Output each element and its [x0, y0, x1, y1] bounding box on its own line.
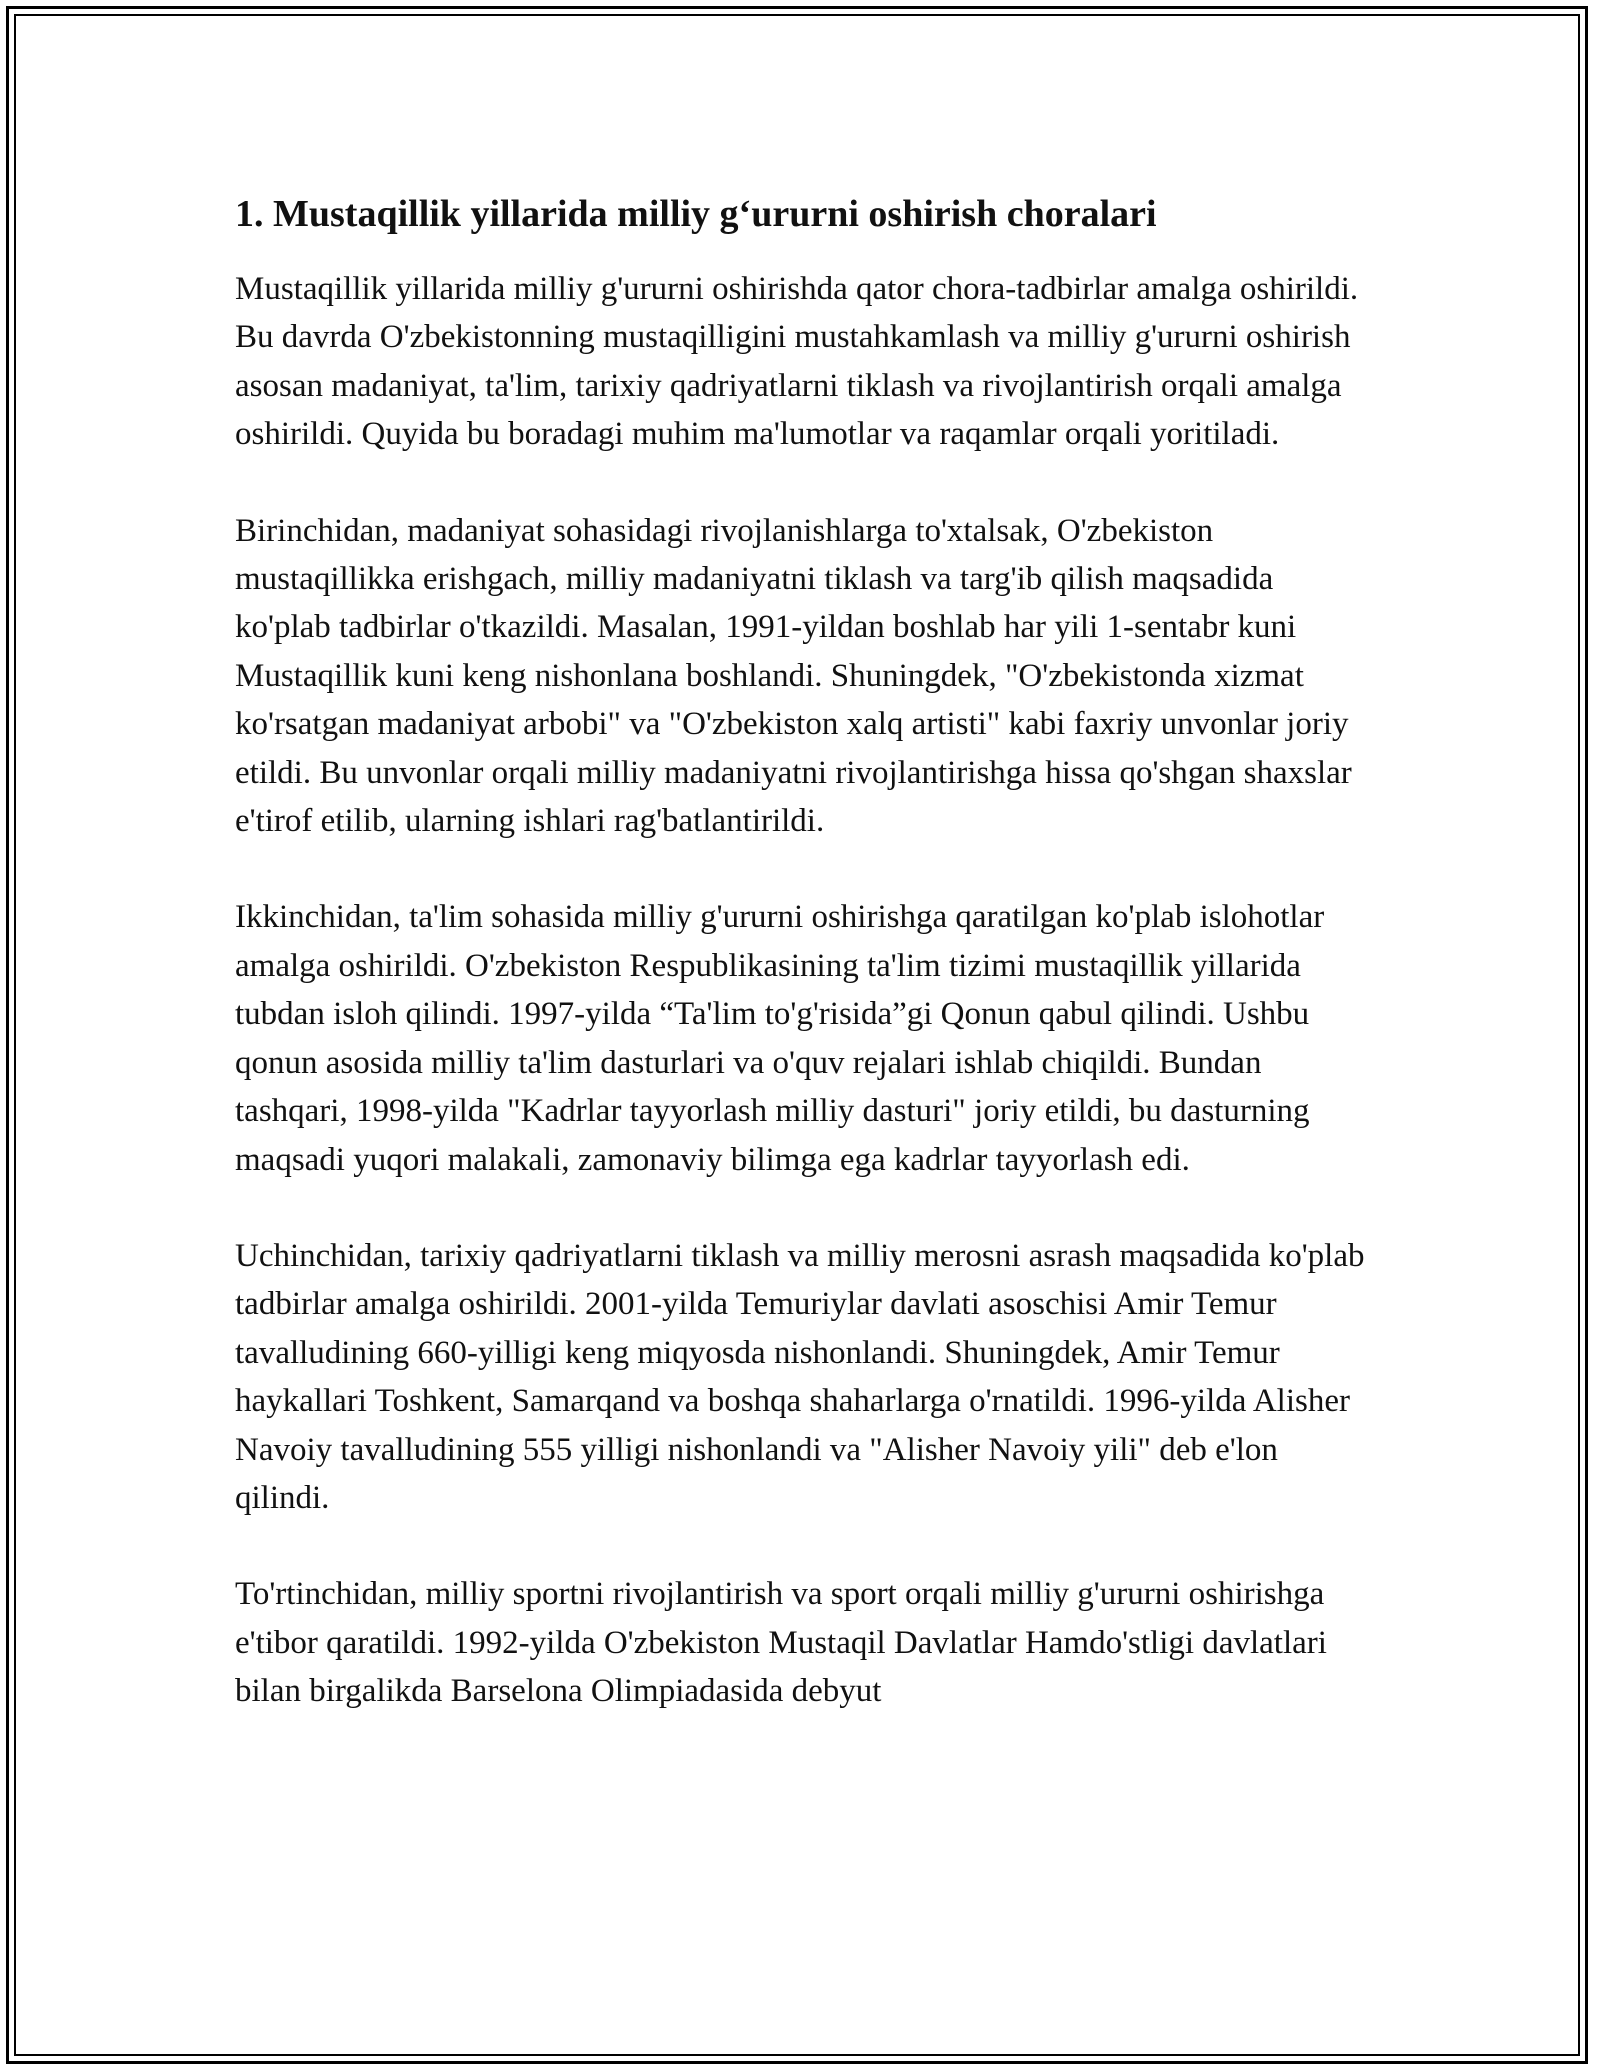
paragraph-heritage: Uchinchidan, tarixiy qadriyatlarni tiklash va milliy merosni asrash maqsadida ko'plab tadbirlar amalga oshirildi. 2001-yilda Temuriylar davlati asoschisi Amir Temur tavalludining 660-yilligi keng miqyosda nishonlandi. Shuningdek, Amir Temur haykallari Toshkent, Samarqand va boshqa shaharlarga o'rnatildi. 1996-yilda Alisher Navoiy tavalludining 555 yilligi nishonlandi va "Alisher Navoiy yili" deb e'lon qilindi.	[235, 1237, 1365, 1516]
document-body	[235, 185, 1375, 1764]
paragraph-sport: To'rtinchidan, milliy sportni rivojlantirish va sport orqali milliy g'ururni oshirishga e'tibor qaratildi. 1992-yilda O'zbekiston Mustaqil Davlatlar Hamdo'stligi davlatlari bilan birgalikda Barselona Olimpiadasida debyut	[235, 1576, 1327, 1710]
section-heading: 1. Mustaqillik yillarida milliy g‘ururni oshirish choralari	[235, 193, 1157, 235]
paragraph-education: Ikkinchidan, ta'lim sohasida milliy g'ururni oshirishga qaratilgan ko'plab islohotlar amalga oshirildi. O'zbekiston Respublikasining ta'lim tizimi mustaqillik yillarida tubdan isloh qilindi. 1997-yilda “Ta'lim to'g'risida”gi Qonun qabul qilindi. Ushbu qonun asosida milliy ta'lim dasturlari va o'quv rejalari ishlab chiqildi. Bundan tashqari, 1998-yilda "Kadrlar tayyorlash milliy dasturi" joriy etildi, bu dasturning maqsadi yuqori malakali, zamonaviy bilimga ega kadrlar tayyorlash edi.	[235, 899, 1325, 1178]
paragraph-culture: Birinchidan, madaniyat sohasidagi rivojlanishlarga to'xtalsak, O'zbekiston mustaqillikka erishgach, milliy madaniyatni tiklash va targ'ib qilish maqsadida ko'plab tadbirlar o'tkazildi. Masalan, 1991-yildan boshlab har yili 1-sentabr kuni Mustaqillik kuni keng nishonlana boshlandi. Shuningdek, "O'zbekistonda xizmat ko'rsatgan madaniyat arbobi" va "O'zbekiston xalq artisti" kabi faxriy unvonlar joriy etildi. Bu unvonlar orqali milliy madaniyatni rivojlantirishga hissa qo'shgan shaxslar e'tirof etilib, ularning ishlari rag'batlantirildi.	[235, 512, 1352, 840]
paragraph-intro: Mustaqillik yillarida milliy g'ururni oshirishda qator chora-tadbirlar amalga oshirildi. Bu davrda O'zbekistonning mustaqilligini mustahkamlash va milliy g'ururni oshirish asosan madaniyat, ta'lim, tarixiy qadriyatlarni tiklash va rivojlantirish orqali amalga oshirildi. Quyida bu boradagi muhim ma'lumotlar va raqamlar orqali yoritiladi.	[235, 271, 1359, 453]
